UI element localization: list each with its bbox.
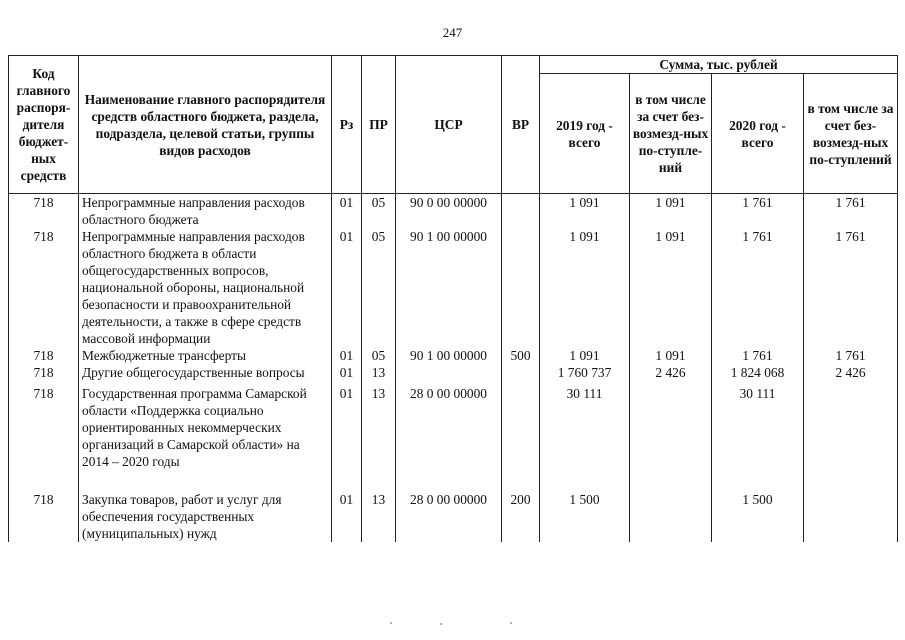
cell-pr: 13 xyxy=(362,364,396,381)
table-row xyxy=(9,228,898,347)
cell-name: Непрограммные направления расходов областного бюджета xyxy=(79,194,332,229)
cell-total-2019: 1 091 xyxy=(540,194,630,229)
cell-grant-2020 xyxy=(804,381,898,491)
cell-total-2019: 1 500 xyxy=(540,491,630,542)
header-pr: ПР xyxy=(362,56,396,194)
header-rz: Рз xyxy=(332,56,362,194)
cell-grant-2019: 1 091 xyxy=(630,347,712,364)
table-row xyxy=(9,364,898,381)
cell-code: 718 xyxy=(9,228,79,347)
cell-grant-2019 xyxy=(630,491,712,542)
cell-name: Другие общегосударственные вопросы xyxy=(79,364,332,381)
table-row xyxy=(9,194,898,229)
table-row xyxy=(9,381,898,491)
cell-vr xyxy=(502,364,540,381)
table-row xyxy=(9,491,898,542)
cell-name: Государственная программа Самарской области «Поддержка социально ориентированных некоммерческих организаций в Самарской области» на 2014 – 2020 годы xyxy=(79,381,332,491)
cell-grant-2019: 1 091 xyxy=(630,194,712,229)
cell-total-2019: 1 091 xyxy=(540,228,630,347)
cell-code: 718 xyxy=(9,381,79,491)
cell-grant-2020: 1 761 xyxy=(804,347,898,364)
cell-csr: 90 0 00 00000 xyxy=(396,194,502,229)
header-sum-group: Сумма, тыс. рублей xyxy=(540,56,898,74)
cell-csr: 28 0 00 00000 xyxy=(396,381,502,491)
cell-rz: 01 xyxy=(332,228,362,347)
scan-speckles xyxy=(390,622,590,626)
cell-rz: 01 xyxy=(332,491,362,542)
cell-name: Межбюджетные трансферты xyxy=(79,347,332,364)
cell-grant-2020: 1 761 xyxy=(804,228,898,347)
speckle xyxy=(440,623,442,625)
cell-total-2019: 1 091 xyxy=(540,347,630,364)
speckle xyxy=(510,622,512,624)
cell-total-2019: 30 111 xyxy=(540,381,630,491)
cell-pr: 05 xyxy=(362,228,396,347)
header-vr: ВР xyxy=(502,56,540,194)
header-csr: ЦСР xyxy=(396,56,502,194)
header-grant-2020: в том числе за счет без-возмезд-ных по-ступлений xyxy=(804,74,898,194)
cell-grant-2019: 1 091 xyxy=(630,228,712,347)
cell-pr: 05 xyxy=(362,347,396,364)
page-number: 247 xyxy=(442,25,463,40)
cell-pr: 13 xyxy=(362,381,396,491)
speckle xyxy=(390,622,392,624)
cell-rz: 01 xyxy=(332,364,362,381)
cell-total-2020: 1 500 xyxy=(712,491,804,542)
budget-table xyxy=(8,55,898,542)
cell-grant-2019: 2 426 xyxy=(630,364,712,381)
cell-name: Закупка товаров, работ и услуг для обеспечения государственных (муниципальных) нужд xyxy=(79,491,332,542)
cell-total-2020: 30 111 xyxy=(712,381,804,491)
cell-vr: 200 xyxy=(502,491,540,542)
cell-pr: 05 xyxy=(362,194,396,229)
header-total-2019: 2019 год - всего xyxy=(540,74,630,194)
cell-code: 718 xyxy=(9,491,79,542)
cell-total-2020: 1 824 068 xyxy=(712,364,804,381)
cell-grant-2020: 2 426 xyxy=(804,364,898,381)
cell-total-2020: 1 761 xyxy=(712,194,804,229)
cell-code: 718 xyxy=(9,347,79,364)
header-total-2020: 2020 год - всего xyxy=(712,74,804,194)
header-code: Код главного распоря-дителя бюджет-ных средств xyxy=(9,56,79,194)
cell-vr xyxy=(502,194,540,229)
cell-vr xyxy=(502,228,540,347)
cell-rz: 01 xyxy=(332,347,362,364)
cell-pr: 13 xyxy=(362,491,396,542)
cell-total-2019: 1 760 737 xyxy=(540,364,630,381)
cell-vr xyxy=(502,381,540,491)
table-row xyxy=(9,347,898,364)
cell-rz: 01 xyxy=(332,194,362,229)
cell-total-2020: 1 761 xyxy=(712,347,804,364)
cell-code: 718 xyxy=(9,194,79,229)
cell-grant-2020 xyxy=(804,491,898,542)
cell-total-2020: 1 761 xyxy=(712,228,804,347)
header-grant-2019: в том числе за счет без-возмезд-ных по-ступле-ний xyxy=(630,74,712,194)
header-name: Наименование главного распорядителя средств областного бюджета, раздела, подраздела, целевой статьи, группы видов расходов xyxy=(79,56,332,194)
cell-csr: 90 1 00 00000 xyxy=(396,347,502,364)
cell-csr: 28 0 00 00000 xyxy=(396,491,502,542)
cell-csr: 90 1 00 00000 xyxy=(396,228,502,347)
cell-grant-2020: 1 761 xyxy=(804,194,898,229)
cell-csr xyxy=(396,364,502,381)
cell-grant-2019 xyxy=(630,381,712,491)
cell-code: 718 xyxy=(9,364,79,381)
cell-vr: 500 xyxy=(502,347,540,364)
cell-rz: 01 xyxy=(332,381,362,491)
cell-name: Непрограммные направления расходов областного бюджета в области общегосударственных вопросов, национальной обороны, национальной безопасности и правоохранительной деятельности, а также в сфере средств массовой информации xyxy=(79,228,332,347)
